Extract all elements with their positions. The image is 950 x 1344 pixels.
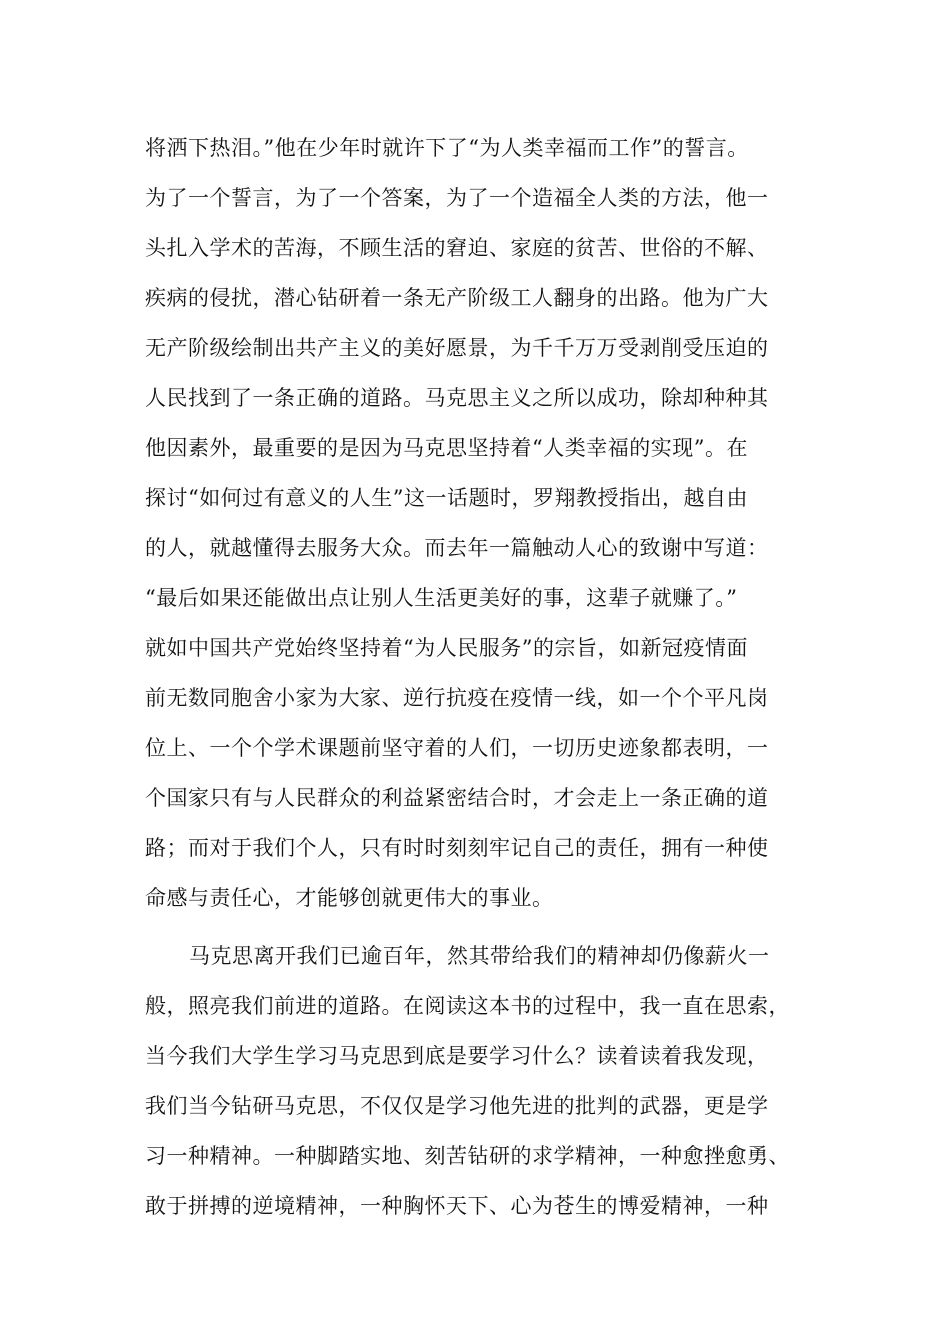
text-line: 为了一个誓言，为了一个答案，为了一个造福全人类的方法，他一 bbox=[145, 186, 769, 210]
text-line: 将洒下热泪。”他在少年时就许下了“为人类幸福而工作”的誓言。 bbox=[145, 136, 749, 160]
text-line: 他因素外，最重要的是因为马克思坚持着“人类幸福的实现”。在 bbox=[145, 436, 748, 460]
text-line: 位上、一个个学术课题前坚守着的人们，一切历史迹象都表明，一 bbox=[145, 736, 769, 760]
text-line: 头扎入学术的苦海，不顾生活的窘迫、家庭的贫苦、世俗的不解、 bbox=[145, 236, 769, 260]
text-line: 前无数同胞舍小家为大家、逆行抗疫在疫情一线，如一个个平凡岗 bbox=[145, 686, 769, 710]
text-line: 命感与责任心，才能够创就更伟大的事业。 bbox=[145, 886, 554, 910]
text-line: 我们当今钻研马克思，不仅仅是学习他先进的批判的武器，更是学 bbox=[145, 1094, 769, 1118]
text-line: 疾病的侵扰，潜心钻研着一条无产阶级工人翻身的出路。他为广大 bbox=[145, 286, 769, 310]
text-line: 路；而对于我们个人，只有时时刻刻牢记自己的责任，拥有一种使 bbox=[145, 836, 769, 860]
text-line: 马克思离开我们已逾百年，然其带给我们的精神却仍像薪火一 bbox=[189, 944, 770, 968]
text-line: 无产阶级绘制出共产主义的美好愿景，为千千万万受剥削受压迫的 bbox=[145, 336, 769, 360]
text-line: 般，照亮我们前进的道路。在阅读这本书的过程中，我一直在思索， bbox=[145, 994, 790, 1018]
paragraph-2 bbox=[145, 931, 835, 1231]
text-line: “最后如果还能做出点让别人生活更美好的事，这辈子就赚了。” bbox=[145, 586, 738, 610]
text-line: 习一种精神。一种脚踏实地、刻苦钻研的求学精神，一种愈挫愈勇、 bbox=[145, 1144, 790, 1168]
text-line: 敢于拼搏的逆境精神，一种胸怀天下、心为苍生的博爱精神，一种 bbox=[145, 1194, 769, 1218]
text-line: 人民找到了一条正确的道路。马克思主义之所以成功，除却种种其 bbox=[145, 386, 769, 410]
text-line: 的人，就越懂得去服务大众。而去年一篇触动人心的致谢中写道： bbox=[145, 536, 769, 560]
paragraph-1 bbox=[145, 123, 835, 923]
text-line: 当今我们大学生学习马克思到底是要学习什么？读着读着我发现， bbox=[145, 1044, 769, 1068]
paragraph-gap bbox=[145, 923, 835, 931]
text-line: 个国家只有与人民群众的利益紧密结合时，才会走上一条正确的道 bbox=[145, 786, 769, 810]
text-line: 就如中国共产党始终坚持着“为人民服务”的宗旨，如新冠疫情面 bbox=[145, 636, 748, 660]
body-text bbox=[145, 123, 835, 1231]
text-line: 探讨“如何过有意义的人生”这一话题时，罗翔教授指出，越自由 bbox=[145, 486, 748, 510]
